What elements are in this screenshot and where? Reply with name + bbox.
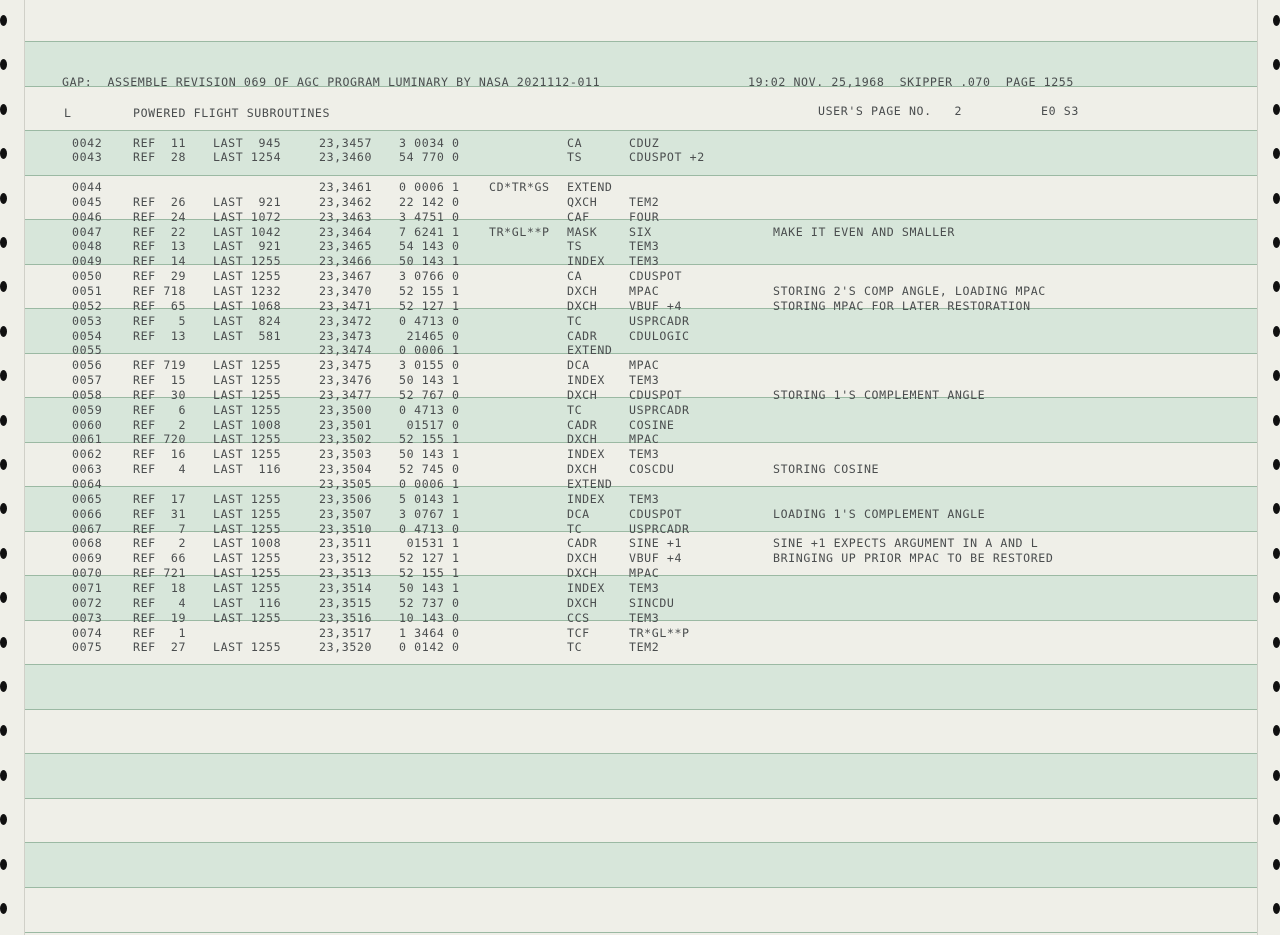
listing-opcode: EXTEND (567, 477, 613, 491)
users-page-number: USER'S PAGE NO. 2 (818, 104, 963, 118)
listing-comment: BRINGING UP PRIOR MPAC TO BE RESTORED (773, 551, 1054, 566)
listing-octal-word: 50 143 1 (399, 447, 460, 462)
listing-address: 23,3462 (319, 194, 373, 209)
listing-address: 23,3466 (319, 254, 373, 269)
listing-octal-word: 50 143 1 (399, 373, 460, 388)
listing-row (0, 418, 1280, 433)
listing-octal-word: 52 127 1 (399, 298, 460, 313)
listing-line-number: 0046 (72, 209, 103, 224)
listing-last-ref: LAST 1072 (213, 209, 282, 224)
listing-last-ref: LAST 1008 (213, 417, 282, 432)
listing-operand: USPRCADR (629, 521, 690, 536)
listing-octal-word: 52 155 1 (399, 283, 460, 298)
listing-opcode: INDEX (567, 254, 605, 269)
listing-line-number: 0049 (72, 254, 103, 269)
listing-octal-word: 3 0766 0 (399, 269, 460, 284)
listing-address: 23,3500 (319, 402, 373, 417)
listing-comment: STORING 1'S COMPLEMENT ANGLE (773, 387, 986, 402)
listing-row (0, 388, 1280, 403)
listing-line-number: 0042 (72, 136, 103, 150)
listing-address: 23,3506 (319, 491, 373, 506)
listing-octal-word: 0 4713 0 (399, 402, 460, 417)
listing-address: 23,3457 (319, 136, 373, 150)
listing-opcode: CADR (567, 328, 598, 343)
listing-octal-word: 3 4751 0 (399, 209, 460, 224)
listing-operand: USPRCADR (629, 402, 690, 417)
listing-last-ref: LAST 1255 (213, 610, 282, 625)
listing-row (0, 626, 1280, 641)
listing-row (0, 462, 1280, 477)
listing-operand: TEM2 (629, 640, 660, 655)
listing-last-ref: LAST 1008 (213, 536, 282, 551)
listing-operand: CDULOGIC (629, 328, 690, 343)
listing-row (0, 343, 1280, 358)
listing-octal-word: 52 745 0 (399, 462, 460, 477)
listing-operand: TEM3 (629, 447, 660, 462)
listing-opcode: TS (567, 239, 583, 254)
listing-address: 23,3475 (319, 358, 373, 373)
listing-ref-count: REF 26 (133, 194, 187, 209)
listing-opcode: EXTEND (567, 180, 613, 194)
listing-address: 23,3474 (319, 343, 373, 358)
listing-line-number: 0069 (72, 551, 103, 566)
listing-last-ref: LAST 1232 (213, 283, 282, 298)
listing-comment: LOADING 1'S COMPLEMENT ANGLE (773, 506, 986, 521)
listing-last-ref: LAST 1255 (213, 506, 282, 521)
listing-octal-word: 01517 0 (399, 417, 460, 432)
listing-last-ref: LAST 581 (213, 328, 282, 343)
listing-row (0, 299, 1280, 314)
listing-address: 23,3515 (319, 595, 373, 610)
listing-ref-count: REF 24 (133, 209, 187, 224)
listing-last-ref: LAST 1255 (213, 269, 282, 284)
listing-ref-count: REF 4 (133, 462, 187, 477)
listing-ref-count: REF 31 (133, 506, 187, 521)
listing-opcode: DXCH (567, 462, 598, 477)
listing-operand: CDUSPOT (629, 269, 683, 284)
listing-last-ref: LAST 116 (213, 462, 282, 477)
listing-line-number: 0050 (72, 269, 103, 284)
listing-ref-count: REF 28 (133, 150, 187, 164)
listing-ref-count: REF 29 (133, 269, 187, 284)
listing-address: 23,3471 (319, 298, 373, 313)
listing-address: 23,3477 (319, 387, 373, 402)
listing-opcode: DXCH (567, 387, 598, 402)
listing-opcode: TC (567, 521, 583, 536)
listing-ref-count: REF 30 (133, 387, 187, 402)
listing-comment: MAKE IT EVEN AND SMALLER (773, 224, 955, 239)
header-assembly-line: GAP: ASSEMBLE REVISION 069 OF AGC PROGRAM LUMINARY BY NASA 2021112-011 (62, 75, 601, 89)
listing-ref-count: REF 27 (133, 640, 187, 655)
listing-row (0, 581, 1280, 596)
listing-ref-count: REF 718 (133, 283, 187, 298)
listing-operand: SINCDU (629, 595, 675, 610)
listing-octal-word: 52 155 1 (399, 566, 460, 581)
listing-opcode: INDEX (567, 491, 605, 506)
listing-last-ref: LAST 1255 (213, 521, 282, 536)
listing-last-ref: LAST 1255 (213, 358, 282, 373)
listing-operand: COSCDU (629, 462, 675, 477)
listing-row (0, 358, 1280, 373)
listing-opcode: INDEX (567, 447, 605, 462)
listing-opcode: EXTEND (567, 343, 613, 358)
listing-row (0, 447, 1280, 462)
listing-ref-count: REF 15 (133, 373, 187, 388)
listing-octal-word: 3 0767 1 (399, 506, 460, 521)
listing-opcode: DCA (567, 506, 590, 521)
listing-ref-count: REF 22 (133, 224, 187, 239)
listing-operand: TEM3 (629, 254, 660, 269)
listing-last-ref: LAST 1255 (213, 373, 282, 388)
listing-ref-count: REF 6 (133, 402, 187, 417)
listing-octal-word: 21465 0 (399, 328, 460, 343)
listing-last-ref: LAST 921 (213, 194, 282, 209)
listing-address: 23,3514 (319, 580, 373, 595)
listing-ref-count: REF 14 (133, 254, 187, 269)
listing-opcode: MASK (567, 224, 598, 239)
listing-ref-count: REF 66 (133, 551, 187, 566)
listing-line-number: 0073 (72, 610, 103, 625)
listing-row (0, 284, 1280, 299)
listing-ref-count: REF 2 (133, 536, 187, 551)
listing-operand: COSINE (629, 417, 675, 432)
listing-opcode: TS (567, 150, 583, 164)
listing-octal-word: 10 143 0 (399, 610, 460, 625)
listing-line-number: 0059 (72, 402, 103, 417)
listing-last-ref: LAST 1255 (213, 447, 282, 462)
listing-operand: CDUSPOT (629, 506, 683, 521)
listing-last-ref: LAST 116 (213, 595, 282, 610)
listing-row (0, 269, 1280, 284)
listing-opcode: DCA (567, 358, 590, 373)
listing-address: 23,3465 (319, 239, 373, 254)
listing-operand: MPAC (629, 566, 660, 581)
listing-line-number: 0055 (72, 343, 103, 358)
listing-ref-count: REF 721 (133, 566, 187, 581)
listing-row (0, 254, 1280, 269)
listing-ref-count: REF 5 (133, 313, 187, 328)
listing-octal-word: 52 127 1 (399, 551, 460, 566)
listing-octal-word: 54 143 0 (399, 239, 460, 254)
listing-line-number: 0063 (72, 462, 103, 477)
listing-row (0, 507, 1280, 522)
listing-line-number: 0068 (72, 536, 103, 551)
listing-row (0, 551, 1280, 566)
listing-address: 23,3473 (319, 328, 373, 343)
listing-operand: CDUSPOT (629, 387, 683, 402)
listing-opcode: TC (567, 640, 583, 655)
listing-opcode: CAF (567, 209, 590, 224)
listing-opcode: DXCH (567, 566, 598, 581)
listing-ref-count: REF 19 (133, 610, 187, 625)
listing-line-number: 0056 (72, 358, 103, 373)
listing-opcode: DXCH (567, 432, 598, 447)
listing-operand: MPAC (629, 358, 660, 373)
listing-operand: VBUF +4 (629, 551, 683, 566)
listing-octal-word: 01531 1 (399, 536, 460, 551)
listing-octal-word: 0 0006 1 (399, 343, 460, 358)
listing-operand: CDUSPOT +2 (629, 150, 705, 164)
listing-octal-word: 1 3464 0 (399, 625, 460, 640)
listing-address: 23,3510 (319, 521, 373, 536)
listing-opcode: DXCH (567, 298, 598, 313)
listing-opcode: CADR (567, 417, 598, 432)
listing-opcode: CA (567, 136, 583, 150)
listing-address: 23,3472 (319, 313, 373, 328)
page-code: E0 S3 (1041, 104, 1079, 118)
listing-octal-word: 50 143 1 (399, 580, 460, 595)
listing-address: 23,3517 (319, 625, 373, 640)
listing-line-number: 0070 (72, 566, 103, 581)
listing-ref-count: REF 16 (133, 447, 187, 462)
listing-last-ref: LAST 1255 (213, 640, 282, 655)
listing-row (0, 195, 1280, 210)
listing-comment: STORING COSINE (773, 462, 880, 477)
listing-octal-word: 0 4713 0 (399, 313, 460, 328)
listing-opcode: TC (567, 313, 583, 328)
listing-octal-word: 52 737 0 (399, 595, 460, 610)
listing-ref-count: REF 13 (133, 328, 187, 343)
listing-last-ref: LAST 1068 (213, 298, 282, 313)
listing-operand: TEM3 (629, 373, 660, 388)
listing-ref-count: REF 13 (133, 239, 187, 254)
listing-ref-count: REF 720 (133, 432, 187, 447)
listing-ref-count: REF 11 (133, 136, 187, 150)
listing-ref-count: REF 719 (133, 358, 187, 373)
listing-last-ref: LAST 1255 (213, 254, 282, 269)
listing-address: 23,3504 (319, 462, 373, 477)
listing-operand: FOUR (629, 209, 660, 224)
listing-last-ref: LAST 945 (213, 136, 282, 150)
listing-row (0, 210, 1280, 225)
listing-address: 23,3470 (319, 283, 373, 298)
listing-address: 23,3476 (319, 373, 373, 388)
listing-operand: TR*GL**P (629, 625, 690, 640)
listing-row (0, 314, 1280, 329)
listing-address: 23,3467 (319, 269, 373, 284)
listing-line-number: 0058 (72, 387, 103, 402)
listing-row (0, 432, 1280, 447)
listing-opcode: INDEX (567, 373, 605, 388)
listing-last-ref: LAST 1255 (213, 551, 282, 566)
listing-octal-word: 3 0155 0 (399, 358, 460, 373)
listing-row (0, 536, 1280, 551)
listing-line-number: 0051 (72, 283, 103, 298)
listing-address: 23,3513 (319, 566, 373, 581)
listing-address: 23,3511 (319, 536, 373, 551)
header-timestamp-page: 19:02 NOV. 25,1968 SKIPPER .070 PAGE 1255 (748, 75, 1074, 89)
listing-address: 23,3520 (319, 640, 373, 655)
listing-row (0, 492, 1280, 507)
listing-octal-word: 0 4713 0 (399, 521, 460, 536)
listing-opcode: CA (567, 269, 583, 284)
listing-operand: TEM2 (629, 194, 660, 209)
listing-line-number: 0057 (72, 373, 103, 388)
listing-octal-word: 0 0142 0 (399, 640, 460, 655)
listing-line-number: 0067 (72, 521, 103, 536)
listing-row (0, 611, 1280, 626)
listing-operand: TEM3 (629, 610, 660, 625)
listing-row (0, 373, 1280, 388)
listing-opcode: DXCH (567, 283, 598, 298)
listing-row (0, 239, 1280, 254)
listing-operand: MPAC (629, 432, 660, 447)
listing-operand: TEM3 (629, 491, 660, 506)
listing-octal-word: 50 143 1 (399, 254, 460, 269)
listing-comment: STORING MPAC FOR LATER RESTORATION (773, 298, 1031, 313)
listing-line-number: 0048 (72, 239, 103, 254)
listing-row (0, 150, 1280, 165)
listing-last-ref: LAST 1255 (213, 387, 282, 402)
listing-octal-word: 52 767 0 (399, 387, 460, 402)
listing-line-number: 0072 (72, 595, 103, 610)
listing-last-ref: LAST 921 (213, 239, 282, 254)
listing-row (0, 136, 1280, 151)
listing-address: 23,3501 (319, 417, 373, 432)
listing-last-ref: LAST 1042 (213, 224, 282, 239)
listing-ref-count: REF 7 (133, 521, 187, 536)
listing-line-number: 0045 (72, 194, 103, 209)
listing-address: 23,3463 (319, 209, 373, 224)
listing-last-ref: LAST 824 (213, 313, 282, 328)
listing-operand: USPRCADR (629, 313, 690, 328)
listing-opcode: INDEX (567, 580, 605, 595)
listing-line-number: 0052 (72, 298, 103, 313)
listing-label: CD*TR*GS (489, 180, 550, 194)
listing-address: 23,3460 (319, 150, 373, 164)
listing-last-ref: LAST 1255 (213, 580, 282, 595)
listing-line-number: 0074 (72, 625, 103, 640)
listing-line-number: 0064 (72, 477, 103, 491)
listing-address: 23,3516 (319, 610, 373, 625)
listing-operand: TEM3 (629, 580, 660, 595)
listing-ref-count: REF 4 (133, 595, 187, 610)
listing-last-ref: LAST 1255 (213, 402, 282, 417)
listing-last-ref: LAST 1254 (213, 150, 282, 164)
listing-operand: MPAC (629, 283, 660, 298)
listing-last-ref: LAST 1255 (213, 491, 282, 506)
listing-operand: SIX (629, 224, 652, 239)
listing-octal-word: 54 770 0 (399, 150, 460, 164)
listing-line-number: 0075 (72, 640, 103, 655)
listing-row (0, 566, 1280, 581)
listing-ref-count: REF 18 (133, 580, 187, 595)
listing-line-number: 0043 (72, 150, 103, 164)
listing-ref-count: REF 1 (133, 625, 187, 640)
listing-comment: SINE +1 EXPECTS ARGUMENT IN A AND L (773, 536, 1039, 551)
listing-opcode: TCF (567, 625, 590, 640)
listing-ref-count: REF 2 (133, 417, 187, 432)
listing-octal-word: 0 0006 1 (399, 180, 460, 194)
listing-octal-word: 3 0034 0 (399, 136, 460, 150)
listing-address: 23,3464 (319, 224, 373, 239)
listing-row (0, 640, 1280, 655)
listing-octal-word: 52 155 1 (399, 432, 460, 447)
listing-address: 23,3505 (319, 477, 373, 491)
listing-line-number: 0066 (72, 506, 103, 521)
listing-line-number: 0065 (72, 491, 103, 506)
listing-address: 23,3512 (319, 551, 373, 566)
listing-octal-word: 5 0143 1 (399, 491, 460, 506)
listing-row (0, 596, 1280, 611)
listing-opcode: DXCH (567, 595, 598, 610)
listing-row (0, 225, 1280, 240)
log-flag: L (64, 106, 72, 120)
listing-row (0, 329, 1280, 344)
listing-operand: CDUZ (629, 136, 660, 150)
listing-line-number: 0047 (72, 224, 103, 239)
listing-opcode: QXCH (567, 194, 598, 209)
listing-octal-word: 7 6241 1 (399, 224, 460, 239)
section-title: POWERED FLIGHT SUBROUTINES (133, 106, 331, 120)
listing-address: 23,3461 (319, 180, 373, 194)
listing-last-ref: LAST 1255 (213, 432, 282, 447)
listing-address: 23,3507 (319, 506, 373, 521)
listing-opcode: CCS (567, 610, 590, 625)
listing-octal-word: 22 142 0 (399, 194, 460, 209)
listing-line-number: 0060 (72, 417, 103, 432)
listing-comment: STORING 2'S COMP ANGLE, LOADING MPAC (773, 283, 1046, 298)
listing-line-number: 0054 (72, 328, 103, 343)
listing-ref-count: REF 17 (133, 491, 187, 506)
listing-operand: SINE +1 (629, 536, 683, 551)
listing-line-number: 0061 (72, 432, 103, 447)
listing-row (0, 180, 1280, 195)
listing-operand: VBUF +4 (629, 298, 683, 313)
listing-last-ref: LAST 1255 (213, 566, 282, 581)
listing-opcode: CADR (567, 536, 598, 551)
listing-address: 23,3502 (319, 432, 373, 447)
listing-row (0, 403, 1280, 418)
listing-line-number: 0062 (72, 447, 103, 462)
listing-row (0, 477, 1280, 492)
listing-opcode: DXCH (567, 551, 598, 566)
listing-octal-word: 0 0006 1 (399, 477, 460, 491)
listing-row (0, 522, 1280, 537)
listing-operand: TEM3 (629, 239, 660, 254)
listing-opcode: TC (567, 402, 583, 417)
listing-label: TR*GL**P (489, 224, 550, 239)
listing-address: 23,3503 (319, 447, 373, 462)
listing-ref-count: REF 65 (133, 298, 187, 313)
listing-line-number: 0071 (72, 580, 103, 595)
listing-line-number: 0044 (72, 180, 103, 194)
listing-line-number: 0053 (72, 313, 103, 328)
